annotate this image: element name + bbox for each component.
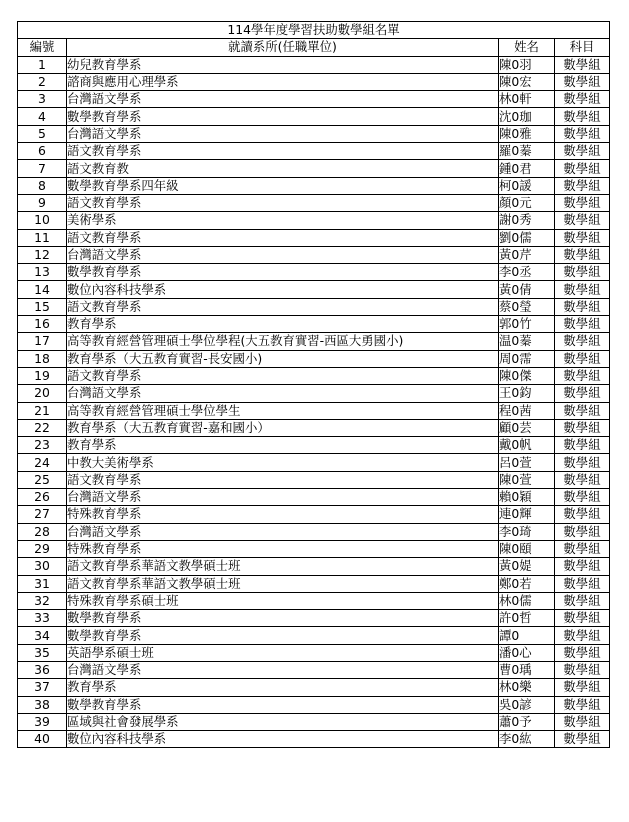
row-name: 陳0傑: [499, 367, 555, 384]
row-number: 15: [18, 298, 67, 315]
row-subject: 數學組: [555, 454, 610, 471]
row-name: 譚0: [499, 627, 555, 644]
row-department: 語文教育學系華語文教學碩士班: [67, 558, 499, 575]
row-number: 3: [18, 91, 67, 108]
row-number: 36: [18, 661, 67, 678]
row-number: 2: [18, 73, 67, 90]
row-department: 台灣語文學系: [67, 91, 499, 108]
row-number: 37: [18, 679, 67, 696]
row-name: 陳0羽: [499, 56, 555, 73]
row-name: 羅0蓁: [499, 143, 555, 160]
table-row: [18, 125, 610, 142]
table-row: [18, 194, 610, 211]
row-subject: 數學組: [555, 592, 610, 609]
table-title: 114學年度學習扶助數學組名單: [18, 22, 610, 39]
row-number: 13: [18, 264, 67, 281]
row-name: 陳0萱: [499, 471, 555, 488]
table-row: [18, 316, 610, 333]
row-subject: 數學組: [555, 471, 610, 488]
row-name: 許0哲: [499, 610, 555, 627]
row-name: 柯0諼: [499, 177, 555, 194]
row-name: 陳0雅: [499, 125, 555, 142]
row-name: 林0樂: [499, 679, 555, 696]
row-department: 教育學系: [67, 437, 499, 454]
row-name: 沈0珈: [499, 108, 555, 125]
row-number: 38: [18, 696, 67, 713]
row-subject: 數學組: [555, 160, 610, 177]
table-row: [18, 575, 610, 592]
table-row: [18, 160, 610, 177]
row-subject: 數學組: [555, 246, 610, 263]
row-number: 34: [18, 627, 67, 644]
row-subject: 數學組: [555, 125, 610, 142]
row-subject: 數學組: [555, 419, 610, 436]
row-department: 幼兒教育學系: [67, 56, 499, 73]
row-department: 語文教育學系: [67, 194, 499, 211]
row-subject: 數學組: [555, 506, 610, 523]
row-name: 鄭0若: [499, 575, 555, 592]
row-department: 英語學系碩士班: [67, 644, 499, 661]
row-subject: 數學組: [555, 385, 610, 402]
row-department: 教育學系（大五教育實習-長安國小): [67, 350, 499, 367]
row-number: 17: [18, 333, 67, 350]
row-number: 4: [18, 108, 67, 125]
header-number: 編號: [18, 39, 67, 56]
table-row: [18, 281, 610, 298]
row-name: 黃0倩: [499, 281, 555, 298]
table-row: [18, 644, 610, 661]
row-subject: 數學組: [555, 143, 610, 160]
table-row: [18, 177, 610, 194]
row-name: 李0丞: [499, 264, 555, 281]
row-subject: 數學組: [555, 108, 610, 125]
row-number: 6: [18, 143, 67, 160]
row-number: 22: [18, 419, 67, 436]
table-row: [18, 454, 610, 471]
row-name: 謝0秀: [499, 212, 555, 229]
header-row: [18, 39, 610, 56]
row-department: 美術學系: [67, 212, 499, 229]
row-subject: 數學組: [555, 194, 610, 211]
row-department: 特殊教育學系: [67, 540, 499, 557]
row-number: 31: [18, 575, 67, 592]
table-row: [18, 610, 610, 627]
row-name: 王0鈞: [499, 385, 555, 402]
row-department: 語文教育學系: [67, 298, 499, 315]
row-subject: 數學組: [555, 333, 610, 350]
table-row: [18, 385, 610, 402]
row-number: 29: [18, 540, 67, 557]
row-number: 19: [18, 367, 67, 384]
table-row: [18, 731, 610, 748]
row-number: 9: [18, 194, 67, 211]
row-department: 教育學系: [67, 316, 499, 333]
row-department: 台灣語文學系: [67, 661, 499, 678]
table-row: [18, 91, 610, 108]
row-department: 高等教育經營管理碩士學位學程(大五教育實習-西區大勇國小): [67, 333, 499, 350]
table-row: [18, 696, 610, 713]
table-row: [18, 246, 610, 263]
roster-table: [17, 21, 610, 748]
row-department: 數位內容科技學系: [67, 731, 499, 748]
row-number: 8: [18, 177, 67, 194]
table-row: [18, 419, 610, 436]
row-name: 潘0心: [499, 644, 555, 661]
row-name: 呂0萱: [499, 454, 555, 471]
row-name: 蕭0予: [499, 713, 555, 730]
row-department: 數學教育學系: [67, 108, 499, 125]
row-subject: 數學組: [555, 713, 610, 730]
row-name: 周0霈: [499, 350, 555, 367]
row-number: 23: [18, 437, 67, 454]
row-name: 顧0芸: [499, 419, 555, 436]
row-name: 賴0穎: [499, 489, 555, 506]
table-row: [18, 298, 610, 315]
row-department: 數學教育學系: [67, 696, 499, 713]
row-subject: 數學組: [555, 437, 610, 454]
row-department: 數位內容科技學系: [67, 281, 499, 298]
row-subject: 數學組: [555, 281, 610, 298]
roster-body: [18, 56, 610, 748]
row-subject: 數學組: [555, 402, 610, 419]
row-subject: 數學組: [555, 575, 610, 592]
table-row: [18, 540, 610, 557]
table-row: [18, 367, 610, 384]
table-row: [18, 489, 610, 506]
row-number: 35: [18, 644, 67, 661]
table-row: [18, 627, 610, 644]
row-department: 台灣語文學系: [67, 385, 499, 402]
row-department: 語文教育學系華語文教學碩士班: [67, 575, 499, 592]
row-number: 39: [18, 713, 67, 730]
row-name: 黃0芹: [499, 246, 555, 263]
row-number: 18: [18, 350, 67, 367]
title-row: [18, 22, 610, 39]
table-row: [18, 558, 610, 575]
row-department: 台灣語文學系: [67, 523, 499, 540]
row-number: 40: [18, 731, 67, 748]
row-name: 林0軒: [499, 91, 555, 108]
row-name: 李0紘: [499, 731, 555, 748]
row-department: 教育學系（大五教育實習-嘉和國小）: [67, 419, 499, 436]
row-name: 程0茜: [499, 402, 555, 419]
row-subject: 數學組: [555, 350, 610, 367]
table-row: [18, 471, 610, 488]
row-department: 特殊教育學系碩士班: [67, 592, 499, 609]
row-department: 特殊教育學系: [67, 506, 499, 523]
row-subject: 數學組: [555, 367, 610, 384]
row-subject: 數學組: [555, 696, 610, 713]
row-number: 33: [18, 610, 67, 627]
row-subject: 數學組: [555, 264, 610, 281]
row-name: 戴0帆: [499, 437, 555, 454]
row-subject: 數學組: [555, 316, 610, 333]
row-department: 教育學系: [67, 679, 499, 696]
row-department: 數學教育學系四年級: [67, 177, 499, 194]
row-name: 黃0媞: [499, 558, 555, 575]
row-subject: 數學組: [555, 298, 610, 315]
row-subject: 數學組: [555, 644, 610, 661]
row-number: 30: [18, 558, 67, 575]
header-name: 姓名: [499, 39, 555, 56]
table-row: [18, 212, 610, 229]
row-subject: 數學組: [555, 73, 610, 90]
row-department: 台灣語文學系: [67, 125, 499, 142]
table-row: [18, 437, 610, 454]
row-name: 鍾0君: [499, 160, 555, 177]
row-department: 數學教育學系: [67, 627, 499, 644]
row-name: 蔡0瑩: [499, 298, 555, 315]
table-row: [18, 350, 610, 367]
row-name: 陳0頤: [499, 540, 555, 557]
row-subject: 數學組: [555, 56, 610, 73]
roster-sheet: [17, 21, 609, 748]
table-row: [18, 402, 610, 419]
table-row: [18, 229, 610, 246]
row-name: 陳0宏: [499, 73, 555, 90]
row-department: 區域與社會發展學系: [67, 713, 499, 730]
row-number: 1: [18, 56, 67, 73]
row-department: 語文教育教: [67, 160, 499, 177]
table-row: [18, 713, 610, 730]
row-subject: 數學組: [555, 558, 610, 575]
row-subject: 數學組: [555, 627, 610, 644]
row-name: 曹0瑀: [499, 661, 555, 678]
row-number: 32: [18, 592, 67, 609]
row-number: 14: [18, 281, 67, 298]
row-department: 台灣語文學系: [67, 489, 499, 506]
table-row: [18, 661, 610, 678]
row-subject: 數學組: [555, 489, 610, 506]
row-subject: 數學組: [555, 731, 610, 748]
row-department: 數學教育學系: [67, 610, 499, 627]
row-subject: 數學組: [555, 540, 610, 557]
table-row: [18, 56, 610, 73]
table-row: [18, 143, 610, 160]
table-row: [18, 108, 610, 125]
row-subject: 數學組: [555, 229, 610, 246]
row-department: 數學教育學系: [67, 264, 499, 281]
row-number: 11: [18, 229, 67, 246]
row-subject: 數學組: [555, 679, 610, 696]
row-department: 語文教育學系: [67, 143, 499, 160]
table-row: [18, 679, 610, 696]
row-department: 語文教育學系: [67, 229, 499, 246]
row-number: 25: [18, 471, 67, 488]
row-name: 連0輝: [499, 506, 555, 523]
table-row: [18, 592, 610, 609]
row-department: 高等教育經營管理碩士學位學生: [67, 402, 499, 419]
row-department: 語文教育學系: [67, 367, 499, 384]
row-number: 12: [18, 246, 67, 263]
table-row: [18, 264, 610, 281]
header-department: 就讀系所(任職單位): [67, 39, 499, 56]
row-department: 諮商與應用心理學系: [67, 73, 499, 90]
row-number: 28: [18, 523, 67, 540]
row-subject: 數學組: [555, 661, 610, 678]
table-row: [18, 333, 610, 350]
row-number: 20: [18, 385, 67, 402]
row-name: 劉0儒: [499, 229, 555, 246]
row-number: 7: [18, 160, 67, 177]
table-row: [18, 73, 610, 90]
table-row: [18, 506, 610, 523]
row-number: 16: [18, 316, 67, 333]
row-name: 吳0諺: [499, 696, 555, 713]
row-subject: 數學組: [555, 523, 610, 540]
row-number: 5: [18, 125, 67, 142]
row-number: 24: [18, 454, 67, 471]
row-name: 郭0竹: [499, 316, 555, 333]
row-name: 顏0元: [499, 194, 555, 211]
row-name: 温0蓁: [499, 333, 555, 350]
row-department: 中教大美術學系: [67, 454, 499, 471]
row-department: 語文教育學系: [67, 471, 499, 488]
row-department: 台灣語文學系: [67, 246, 499, 263]
row-subject: 數學組: [555, 212, 610, 229]
row-subject: 數學組: [555, 610, 610, 627]
row-number: 27: [18, 506, 67, 523]
header-subject: 科目: [555, 39, 610, 56]
row-number: 21: [18, 402, 67, 419]
row-number: 10: [18, 212, 67, 229]
row-name: 李0琦: [499, 523, 555, 540]
row-subject: 數學組: [555, 91, 610, 108]
row-subject: 數學組: [555, 177, 610, 194]
row-number: 26: [18, 489, 67, 506]
table-row: [18, 523, 610, 540]
row-name: 林0儒: [499, 592, 555, 609]
